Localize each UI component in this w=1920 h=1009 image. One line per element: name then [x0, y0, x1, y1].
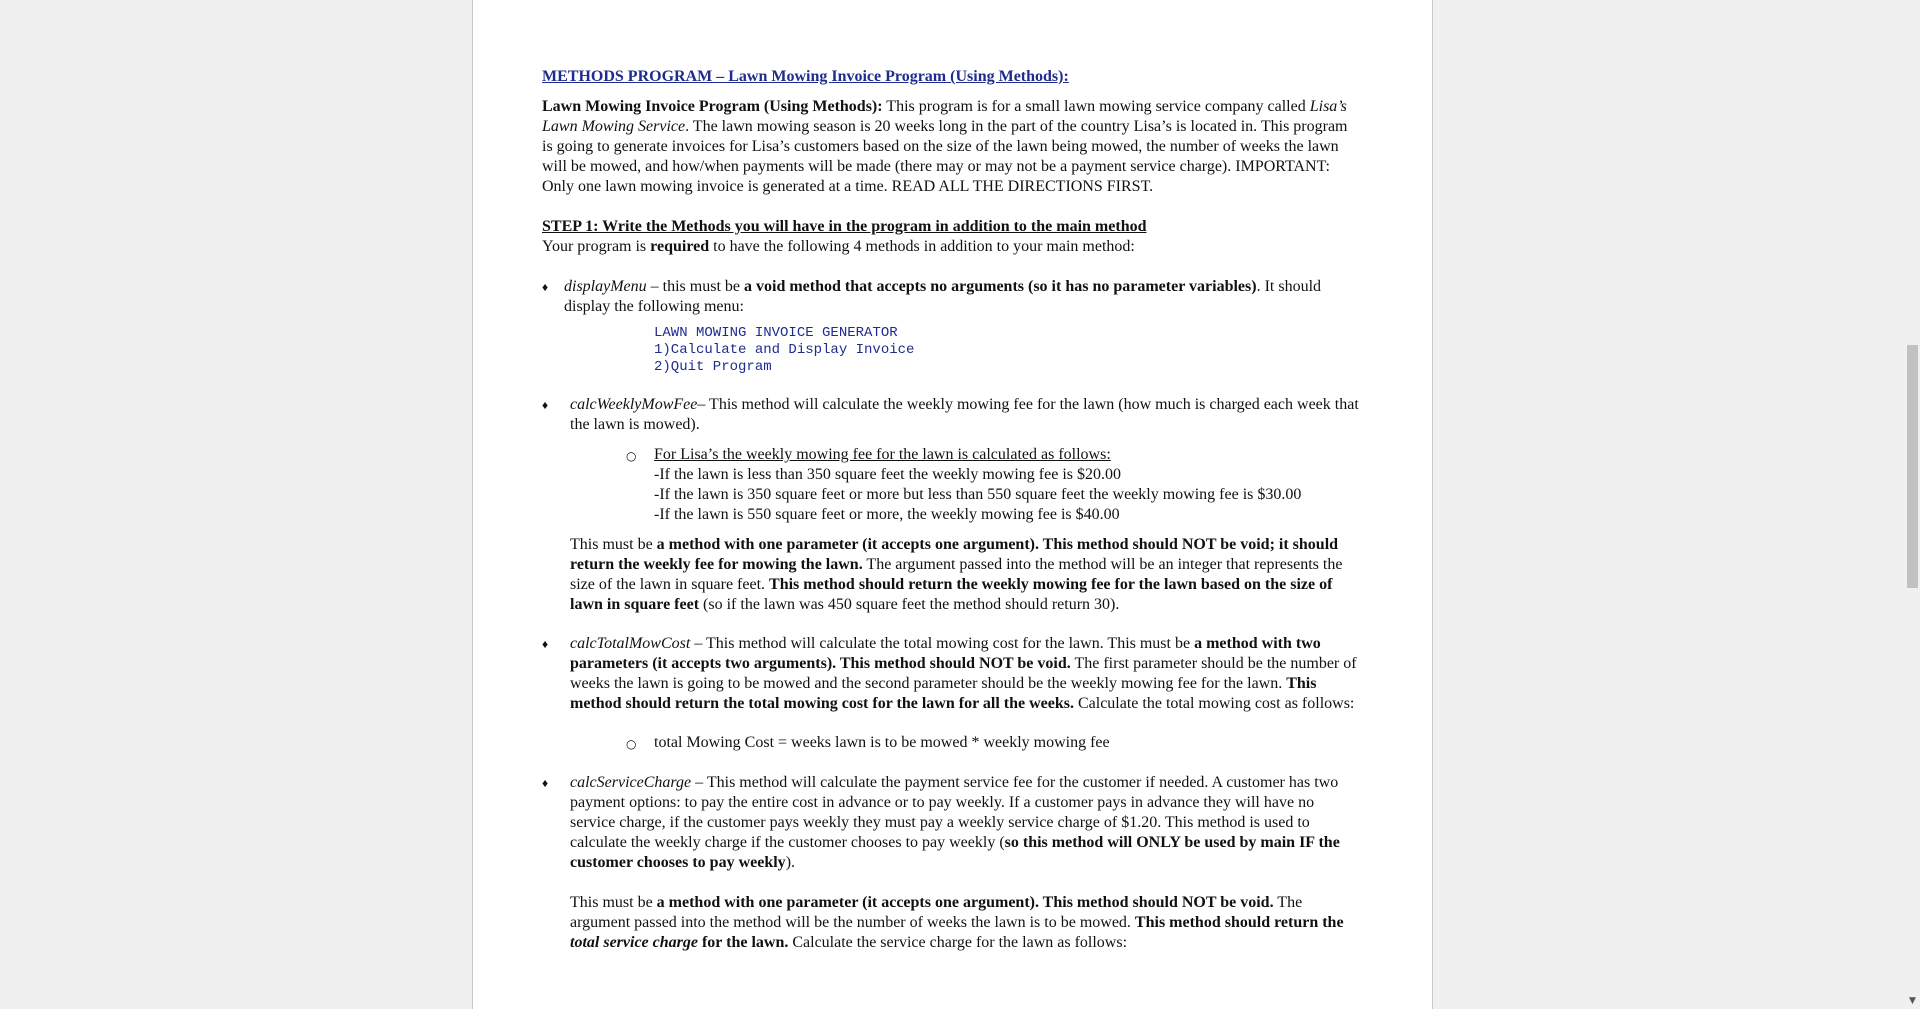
- method-name: calcWeeklyMowFee: [570, 396, 698, 413]
- diamond-bullet-icon: ♦: [542, 280, 549, 294]
- document-content: [542, 67, 1362, 953]
- circle-bullet-icon: ○: [626, 449, 637, 463]
- scrollbar-thumb[interactable]: [1907, 345, 1918, 588]
- calc-weekly-requirements: This must be a method with one parameter (it accepts one argument). This method should NOT be void; it should return the weekly fee for mowing the lawn. The argument passed into the method will be an integer that represents the size of the lawn in square feet. This method should return the weekly mowing fee for the lawn based on the size of lawn in square feet (so if the lawn was 450 square feet the method should return 30).: [570, 536, 1343, 613]
- diamond-bullet-icon: ♦: [542, 637, 549, 651]
- calc-service-requirements: This must be a method with one parameter (it accepts one argument). This method should NOT be void. The argument passed into the method will be the number of weeks the lawn is to be mowed. This method should return the total service charge for the lawn. Calculate the service charge for the lawn as follows:: [570, 894, 1344, 951]
- intro-paragraph: Lawn Mowing Invoice Program (Using Methods): This program is for a small lawn mowing service company called Lisa’s Lawn Mowing Service. The lawn mowing season is 20 weeks long in the part of the country Lisa’s is located in. This program is going to generate invoices for Lisa’s customers based on the size of the lawn being mowed, the number of weeks the lawn will be mowed, and how/when payments will be made (there may or may not be a payment service charge). IMPORTANT: Only one lawn mowing invoice is generated at a time. READ ALL THE DIRECTIONS FIRST.: [542, 98, 1348, 195]
- total-cost-formula: ○ total Mowing Cost = weeks lawn is to be mowed * weekly mowing fee: [570, 733, 1362, 753]
- diamond-bullet-icon: ♦: [542, 398, 549, 412]
- bullet-calc-service-charge: ♦ calcServiceCharge – This method will calculate the payment service fee for the customer if needed. A customer has two payment options: to pay the entire cost in advance or to pay weekly. If a customer pays in advance they will have no service charge, if the customer pays weekly they must pay a weekly service charge of $1.20. This method is used to calculate the weekly charge if the customer chooses to pay weekly (so this method will ONLY be used by main IF the customer chooses to pay weekly). This must be a method with one parameter (it accepts one argument). This method should NOT be void. The argument passed into the method will be the number of weeks the lawn is to be mowed. This method should return the total service charge for the lawn. Calculate the service charge for the lawn as follows:: [542, 773, 1362, 953]
- vertical-scrollbar[interactable]: [1905, 0, 1920, 1009]
- step1-paragraph: Your program is required to have the following 4 methods in addition to your main method:: [542, 238, 1135, 255]
- scroll-down-arrow-icon[interactable]: ▼: [1909, 996, 1916, 1006]
- menu-code-block: [654, 325, 1362, 376]
- circle-bullet-icon: ○: [626, 737, 637, 751]
- code-line: LAWN MOWING INVOICE GENERATOR: [654, 325, 898, 341]
- code-line: 2)Quit Program: [654, 359, 772, 375]
- fee-rule: -If the lawn is 550 square feet or more, the weekly mowing fee is $40.00: [654, 506, 1120, 523]
- step1-heading: STEP 1: Write the Methods you will have in the program in addition to the main method: [542, 218, 1147, 235]
- code-line: 1)Calculate and Display Invoice: [654, 342, 915, 358]
- bullet-calc-total-mow-cost: ♦ calcTotalMowCost – This method will calculate the total mowing cost for the lawn. This must be a method with two parameters (it accepts two arguments). This method should NOT be void. The first parameter should be the number of weeks the lawn is going to be mowed and the second parameter should be the weekly mowing fee for the lawn. This method should return the total mowing cost for the lawn for all the weeks. Calculate the total mowing cost as follows: ○ total Mowing Cost = weeks lawn is to be mowed * weekly mowing fee: [542, 634, 1362, 753]
- document-page: [472, 0, 1433, 1009]
- method-name: calcTotalMowCost: [570, 635, 691, 652]
- document-title: METHODS PROGRAM – Lawn Mowing Invoice Program (Using Methods):: [542, 68, 1069, 85]
- fee-rules-heading: For Lisa’s the weekly mowing fee for the lawn is calculated as follows:: [654, 446, 1111, 463]
- intro-lead: Lawn Mowing Invoice Program (Using Methods):: [542, 98, 883, 115]
- company-name: Lisa’s Lawn Mowing Service: [542, 98, 1347, 135]
- diamond-bullet-icon: ♦: [542, 776, 549, 790]
- fee-rules: [570, 445, 1362, 525]
- bullet-calc-weekly-mow-fee: ♦ calcWeeklyMowFee– This method will calculate the weekly mowing fee for the lawn (how much is charged each week that the lawn is mowed). ○ For Lisa’s the weekly mowing fee for the lawn is calculated as follows: -If the lawn is less than 350 square feet the weekly mowing fee is $20.00 -If the lawn is 350 square feet or more but less than 550 square feet the weekly mowing fee is $30.00 -If the lawn is 550 square feet or more, the weekly mowing fee is $40.00 This must be a method with one parameter (it accepts one argument). This method should NOT be void; it should return the weekly fee for mowing the lawn. The argument passed into the method will be an integer that represents the size of the lawn in square feet. This method should return the weekly mowing fee for the lawn based on the size of lawn in square feet (so if the lawn was 450 square feet the method should return 30).: [542, 395, 1362, 615]
- fee-rule: -If the lawn is less than 350 square feet the weekly mowing fee is $20.00: [654, 466, 1121, 483]
- bullet-display-menu: ♦ displayMenu – this must be a void method that accepts no arguments (so it has no parameter variables). It should display the following menu: LAWN MOWING INVOICE GENERATOR 1)Calculate and Display Invoice 2)Quit Program: [542, 277, 1362, 376]
- method-name: calcServiceCharge: [570, 774, 692, 791]
- method-name: displayMenu: [564, 278, 647, 295]
- fee-rule: -If the lawn is 350 square feet or more but less than 550 square feet the weekly mowing fee is $30.00: [654, 486, 1302, 503]
